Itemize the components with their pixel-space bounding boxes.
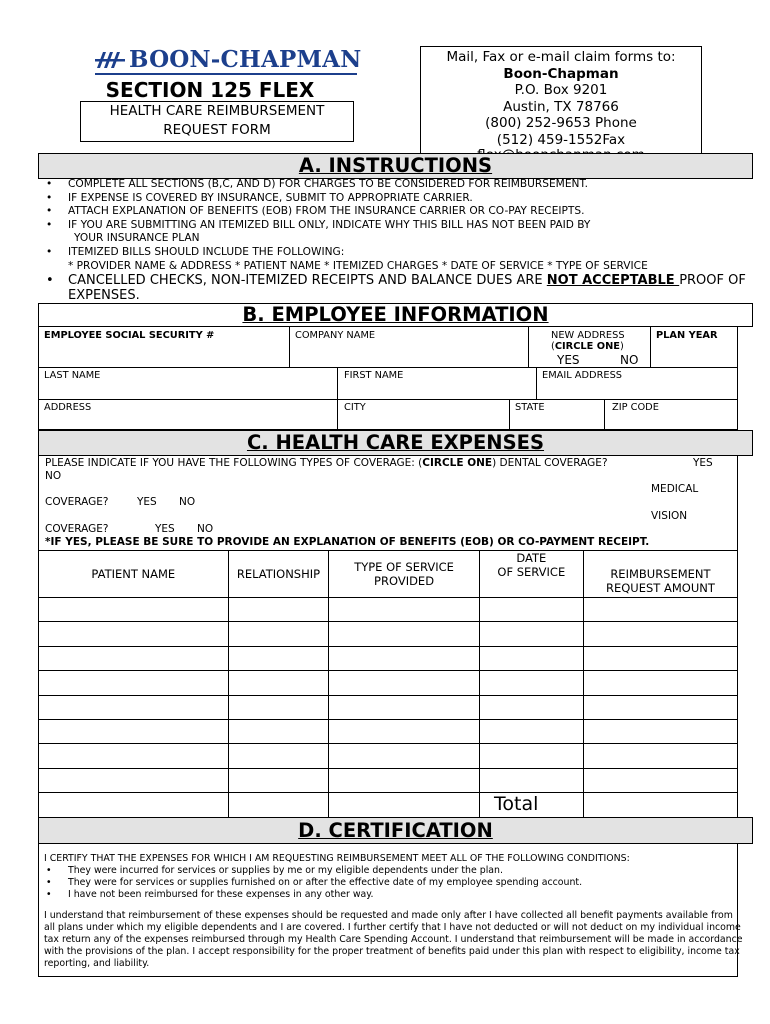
expense-row bbox=[39, 695, 738, 719]
expense-row bbox=[39, 793, 738, 817]
mail-city: Austin, TX 78766 bbox=[503, 98, 619, 115]
instruction-text: CANCELLED CHECKS, NON-ITEMIZED RECEIPTS AND BALANCE DUES ARE bbox=[68, 273, 547, 289]
mail-phone: (800) 252-9653 Phone bbox=[485, 115, 637, 132]
spacer bbox=[44, 901, 744, 910]
logo-rule bbox=[95, 73, 357, 75]
type-of-service-cell[interactable] bbox=[329, 646, 479, 670]
instruction-item-cont: YOUR INSURANCE PLAN bbox=[74, 232, 200, 245]
instruction-item: • COMPLETE ALL SECTIONS (B,C, AND D) FOR CHARGES TO BE CONSIDERED FOR REIMBURSEMENT. bbox=[44, 178, 754, 192]
dental-yes[interactable]: YES bbox=[693, 457, 713, 469]
col-reimbursement-amount: REIMBURSEMENT REQUEST AMOUNT bbox=[583, 551, 737, 598]
relationship-cell[interactable] bbox=[228, 744, 329, 768]
divider bbox=[337, 399, 338, 430]
employee-heading: B. EMPLOYEE INFORMATION bbox=[242, 303, 549, 326]
certification-item: • They were for services or supplies furnished on or after the effective date of my employee spending account. bbox=[44, 877, 744, 889]
date-of-service-cell[interactable] bbox=[479, 646, 583, 670]
certification-intro: I CERTIFY THAT THE EXPENSES FOR WHICH I AM REQUESTING REIMBURSEMENT MEET ALL OF THE FOLLOWING CONDITIONS: bbox=[44, 853, 630, 864]
new-address-no[interactable]: NO bbox=[620, 353, 639, 367]
circle-one-bold: CIRCLE ONE bbox=[554, 341, 620, 352]
relationship-cell[interactable] bbox=[228, 622, 329, 646]
not-acceptable-text: NOT ACCEPTABLE bbox=[546, 273, 680, 289]
date-of-service-cell[interactable] bbox=[479, 622, 583, 646]
instruction-item: • IF YOU ARE SUBMITTING AN ITEMIZED BILL ONLY, INDICATE WHY THIS BILL HAS NOT BEEN PAID BY bbox=[44, 219, 754, 233]
employee-heading-bar bbox=[38, 303, 753, 327]
col-type-of-service: TYPE OF SERVICE PROVIDED bbox=[329, 551, 479, 598]
divider bbox=[528, 327, 529, 367]
divider bbox=[604, 399, 605, 430]
amount-cell[interactable] bbox=[583, 622, 737, 646]
instructions-heading: A. INSTRUCTIONS bbox=[298, 154, 493, 177]
instructions-list bbox=[44, 178, 754, 303]
amount-cell[interactable] bbox=[583, 598, 737, 622]
eob-note: *IF YES, PLEASE BE SURE TO PROVIDE AN EXPLANATION OF BENEFITS (EOB) OR CO-PAYMENT RECEIPT. bbox=[45, 536, 650, 548]
ssn-label: EMPLOYEE SOCIAL SECURITY # bbox=[44, 330, 215, 341]
email-address-label: EMAIL ADDRESS bbox=[542, 370, 623, 381]
date-of-service-cell[interactable] bbox=[479, 744, 583, 768]
relationship-cell[interactable] bbox=[228, 768, 329, 792]
relationship-cell[interactable] bbox=[228, 695, 329, 719]
type-of-service-cell[interactable] bbox=[329, 695, 479, 719]
dental-no[interactable]: NO bbox=[45, 470, 62, 482]
instructions-heading-bar bbox=[38, 153, 753, 179]
state-label: STATE bbox=[515, 402, 545, 413]
medical-label: MEDICAL bbox=[651, 483, 699, 495]
amount-cell[interactable] bbox=[583, 646, 737, 670]
row-divider bbox=[39, 367, 737, 368]
expenses-heading: C. HEALTH CARE EXPENSES bbox=[246, 431, 545, 454]
vision-no[interactable]: NO bbox=[197, 523, 214, 535]
date-of-service-cell[interactable] bbox=[479, 598, 583, 622]
relationship-cell[interactable] bbox=[228, 646, 329, 670]
plan-year-label: PLAN YEAR bbox=[656, 330, 718, 341]
type-of-service-cell[interactable] bbox=[329, 719, 479, 743]
vision-yes[interactable]: YES bbox=[155, 523, 175, 535]
coverage-text: ) DENTAL COVERAGE? bbox=[492, 457, 608, 469]
instruction-item-cont: EXPENSES. bbox=[68, 288, 140, 304]
patient-name-cell[interactable] bbox=[39, 598, 229, 622]
instruction-text: PROOF OF bbox=[679, 273, 746, 289]
date-of-service-cell[interactable] bbox=[479, 719, 583, 743]
col-patient-name: PATIENT NAME bbox=[39, 551, 229, 598]
vision-label: VISION bbox=[651, 510, 688, 522]
amount-cell[interactable] bbox=[583, 744, 737, 768]
instruction-item-cancelled bbox=[44, 273, 754, 288]
relationship-cell[interactable] bbox=[228, 671, 329, 695]
patient-name-cell[interactable] bbox=[39, 622, 229, 646]
circle-close: ) bbox=[619, 341, 624, 352]
company-logo bbox=[95, 46, 362, 76]
logo-mark-icon bbox=[95, 50, 125, 70]
type-of-service-cell[interactable] bbox=[329, 768, 479, 792]
logo-text: BOON-CHAPMAN bbox=[129, 46, 362, 73]
mail-company: Boon-Chapman bbox=[503, 65, 619, 82]
zip-code-label: ZIP CODE bbox=[612, 402, 659, 413]
instruction-item-cont: * PROVIDER NAME & ADDRESS * PATIENT NAME * ITEMIZED CHARGES * DATE OF SERVICE * TYPE OF SERVICE bbox=[68, 259, 648, 272]
patient-name-cell[interactable] bbox=[39, 744, 229, 768]
expense-row bbox=[39, 598, 738, 622]
certification-text bbox=[44, 853, 744, 970]
patient-name-cell[interactable] bbox=[39, 646, 229, 670]
section-title: SECTION 125 FLEX bbox=[105, 78, 315, 102]
address-label: ADDRESS bbox=[44, 402, 92, 413]
patient-name-cell[interactable] bbox=[39, 695, 229, 719]
type-of-service-cell[interactable] bbox=[329, 744, 479, 768]
company-name-label: COMPANY NAME bbox=[295, 330, 376, 341]
certification-heading: D. CERTIFICATION bbox=[298, 819, 493, 842]
relationship-cell[interactable] bbox=[228, 598, 329, 622]
col-date-of-service: DATE OF SERVICE bbox=[479, 551, 583, 598]
patient-name-cell[interactable] bbox=[39, 671, 229, 695]
certification-item: • I have not been reimbursed for these expenses in any other way. bbox=[44, 889, 744, 901]
instruction-item: • ATTACH EXPLANATION OF BENEFITS (EOB) FROM THE INSURANCE CARRIER OR CO-PAY RECEIPTS. bbox=[44, 205, 754, 219]
expenses-table bbox=[38, 550, 738, 818]
form-title bbox=[80, 101, 354, 142]
patient-name-cell[interactable] bbox=[39, 719, 229, 743]
amount-cell[interactable] bbox=[583, 793, 737, 817]
amount-cell[interactable] bbox=[583, 719, 737, 743]
first-name-label: FIRST NAME bbox=[344, 370, 404, 381]
col-relationship: RELATIONSHIP bbox=[228, 551, 329, 598]
new-address-label: NEW ADDRESS bbox=[551, 330, 625, 341]
last-name-label: LAST NAME bbox=[44, 370, 101, 381]
circle-one-label bbox=[551, 341, 624, 352]
amount-cell[interactable] bbox=[583, 768, 737, 792]
coverage-area bbox=[38, 455, 738, 550]
mail-intro: Mail, Fax or e-mail claim forms to: bbox=[446, 49, 676, 65]
divider bbox=[289, 327, 290, 367]
expense-row bbox=[39, 744, 738, 768]
medical-no[interactable]: NO bbox=[179, 496, 196, 508]
type-of-service-cell[interactable] bbox=[329, 622, 479, 646]
divider bbox=[337, 367, 338, 399]
mailing-info bbox=[420, 46, 702, 162]
relationship-cell[interactable] bbox=[228, 793, 329, 817]
patient-name-cell[interactable] bbox=[39, 768, 229, 792]
date-of-service-cell[interactable] bbox=[479, 768, 583, 792]
instruction-item: • IF EXPENSE IS COVERED BY INSURANCE, SUBMIT TO APPROPRIATE CARRIER. bbox=[44, 192, 754, 206]
divider bbox=[536, 367, 537, 399]
mail-po-box: P.O. Box 9201 bbox=[514, 82, 608, 99]
expenses-header-row bbox=[39, 551, 738, 598]
form-title-line2: REQUEST FORM bbox=[163, 122, 271, 138]
expense-row bbox=[39, 646, 738, 670]
mail-fax: (512) 459-1552Fax bbox=[496, 131, 626, 148]
type-of-service-cell[interactable] bbox=[329, 598, 479, 622]
certification-item: • They were incurred for services or supplies by me or my eligible dependents under the plan. bbox=[44, 865, 744, 877]
circle-open: ( bbox=[551, 341, 555, 352]
city-label: CITY bbox=[344, 402, 366, 413]
date-of-service-cell[interactable] bbox=[479, 671, 583, 695]
coverage-prompt bbox=[45, 457, 608, 469]
divider bbox=[509, 399, 510, 430]
amount-cell[interactable] bbox=[583, 671, 737, 695]
employee-info-grid bbox=[38, 326, 738, 430]
divider bbox=[650, 327, 651, 367]
coverage-circle-one: CIRCLE ONE bbox=[422, 457, 493, 469]
medical-coverage-label: COVERAGE? bbox=[45, 496, 109, 508]
form-title-line1: HEALTH CARE REIMBURSEMENT bbox=[109, 103, 325, 119]
row-divider bbox=[39, 399, 737, 400]
new-address-yes[interactable]: YES bbox=[557, 353, 580, 367]
amount-cell[interactable] bbox=[583, 695, 737, 719]
certification-heading-bar bbox=[38, 817, 753, 844]
coverage-text: PLEASE INDICATE IF YOU HAVE THE FOLLOWING TYPES OF COVERAGE: ( bbox=[45, 457, 423, 469]
expenses-heading-bar bbox=[38, 430, 753, 456]
type-of-service-cell[interactable] bbox=[329, 793, 479, 817]
expense-row bbox=[39, 671, 738, 695]
medical-yes[interactable]: YES bbox=[137, 496, 157, 508]
certification-paragraph: I understand that reimbursement of these expenses should be requested and made only after I have collected all benefit payments available from all plans under which my eligible dependents and I are covered. I further certify that I have not deducted or will not deduct on my individual income tax return any of the expenses reimbursed through my Health Care Spending Account. I understand that reimbursement will be made in accordance with the provisions of the plan. I accept responsibility for the proper treatment of benefits paid under this plan with respect to eligibility, income tax reporting, and liability. bbox=[44, 910, 743, 969]
patient-name-cell[interactable] bbox=[39, 793, 229, 817]
type-of-service-cell[interactable] bbox=[329, 671, 479, 695]
date-of-service-cell[interactable] bbox=[479, 695, 583, 719]
relationship-cell[interactable] bbox=[228, 719, 329, 743]
expense-row bbox=[39, 768, 738, 792]
total-label: Total bbox=[494, 793, 539, 815]
expense-row bbox=[39, 719, 738, 743]
instruction-item: • ITEMIZED BILLS SHOULD INCLUDE THE FOLLOWING: bbox=[44, 246, 754, 260]
vision-coverage-label: COVERAGE? bbox=[45, 523, 109, 535]
expense-row bbox=[39, 622, 738, 646]
